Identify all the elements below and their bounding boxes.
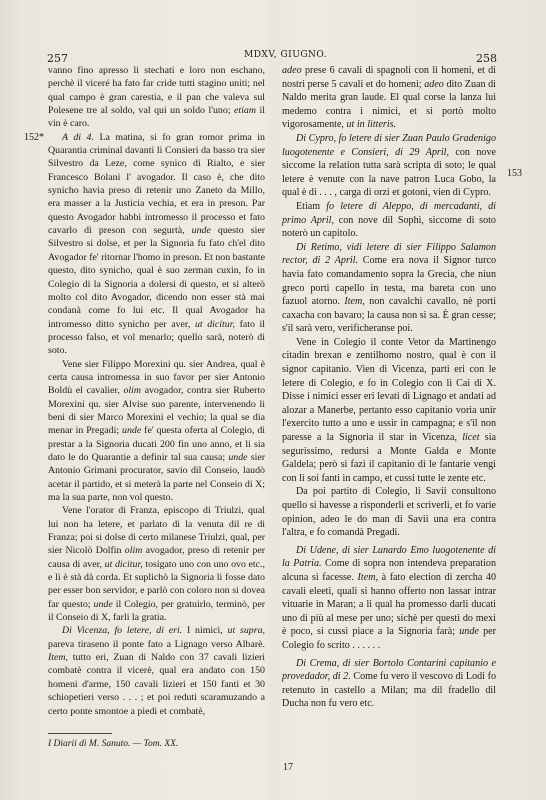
paragraph: adeo prese 6 cavali di spagnoli con li homeni, et di nostri perse 5 cavali et do homeni; adeo dito Zuan di Naldo merita gran laude. El qual corse la lanza lui medemo contra i nimici, et si portò molto vigorosamente, ut in litteris. <box>282 65 496 131</box>
paragraph: vanno fino apresso li stechati e loro non eschano, perchè il viceré ha fato far cride tutti stagino uniti; nel qual campo è gran carestia, e il pan che valeva sul Polesene tre al soldo, val qui un soldo l'uno; etiam il vin è caro. <box>48 65 265 130</box>
paragraph: A di 4. La matina, si fo gran romor prima in Quarantia criminal davanti li Consieri da basso tra sier Silvestro da Leze, come synico di Rialto, e sier Francesco Bolani l' avogador. Il caso è, che dito synicho havia preso di retenir uno Zaneto da Millo, era masser a la Justicia vechia, et era in preson. Par questo Avogador habbi intromesso il processo et fato cavarlo di preson con segurtà, unde questo sier Silvestro si dolse, et per la Signoria fu fato ch'el dito Avogador fe' ritornar l'homo in preson. Et non bastante questo, dito synicho, qual è suo zerman cuxin, fo in Colegio di la Signoria a dolersi di questo, et si alterò molto col dito Avogador, dicendo non esser stà mai condanà come fo lui etc. Il qual Avogador ha intromesso ditto synicho per aver, ut dicitur, fato il processo falso, et vol menarlo; quello sarà, noterò di soto. <box>48 131 266 357</box>
right-column <box>282 64 496 711</box>
paragraph: Vene l'orator di Franza, episcopo di Triulzi, qual lui non ha letere, et parlato di la venuta dil re di Franza; poi si dolse di certo milanese Triulzi, qual, per sier Nicolò Dolfin olim avogador, preso di retenir per causa di aver, ut dicitur, tosigato uno con uno ovo etc., e li è stà dà corda. Et suplichò la Signoria li fosse dato per esser bon servidor, e parlò con coloro non si dovea far questo; unde il Colegio, per gratuirlo, terminò, per il Conseio di X, farli la gratia. <box>48 505 265 624</box>
paragraph: Etiam fo letere di Aleppo, di mercadanti, di primo April, con nove dil Sophì, siccome di soto noterò un capitolo. <box>282 200 496 240</box>
paragraph: Di Retimo, vidi letere di sier Filippo Salamon rector, di 2 April. Come era nova il Signor turco havia fato comandamento sopra la Grecia, che niun greco porti capello in testa, ma bareta con uno fazuol atorno. Item, non cavalchi cavallo, nè porti caxacha con bavaro; la causa non si sa. È gran cesse; s'il sarà vero, verificheranse poi. <box>282 241 496 335</box>
left-page-number: 257 <box>47 52 68 65</box>
right-page-number: 258 <box>476 52 497 65</box>
footnote-rule <box>48 733 112 734</box>
paragraph: Di Cypro, fo letere di sier Zuan Paulo Gradenigo luogotenente e Consieri, di 29 April, con nove siccome la relation tutta sarà scripta di soto; le qual letere è venute con la nave patron Luca Gobo, la qual è di . . . , carga di orzi et gotoni, vien di Cypro. <box>282 132 496 199</box>
paragraph: Di Crema, di sier Bortolo Contarini capitanio e provedador, di 2. Come fu vero il vescovo di Lodi fo retenuto in castello a Milan; ma dil fradello dil Ducha non fu vero etc. <box>282 657 496 710</box>
paragraph: Di Vicenza, fo letere, di eri. I nimici, ut supra, pareva tiraseno il ponte fato a Lignago verso Albarè. Item, tutto eri, Zuan di Naldo con 37 cavali lizieri combatè contra il vicerè, qual era andato con 150 homeni d'arme, 150 cavali lizieri et 150 fanti et 30 schiopetieri verso . . . ; et poi reduti scaramuzando a certo ponte smontoe a piedi et combatè, <box>48 625 265 717</box>
signature-number: 17 <box>283 762 293 773</box>
right-margin-ref: 153 <box>507 168 522 179</box>
left-margin-ref: 152* <box>24 132 44 143</box>
paragraph: Di Udene, di sier Lunardo Emo luogotenente di la Patria. Come di sopra non intendeva preparation alcuna si facesse. Item, à fato election di zercha 40 cavali eleeti, quali si hanno offerto non lassar intrar vituarie in Maran; a li qual ha promesso darli ducati uno di più al mese per uno; sichè per questi do mexi è poco, si cussì piace a la Signoria farà; unde per Colegio fo scrito . . . . . . <box>282 544 496 651</box>
running-head: MDXV, GIUGNO. <box>244 50 328 60</box>
paragraph: Vene sier Filippo Morexini qu. sier Andrea, qual è certa causa intromessa in suo favor per sier Antonio Boldù el cavalier, olim avogador, contra sier Ruberto Morexini qu. sier Alvise suo parente, intervenendo li beni di sier Marco Morexini el vechio; la qual se dia menar in Pregadi; unde fe' questa oferta al Colegio, di prestar a la Signoria ducati 200 fin uno anno, et li sia dato le do Quarantie a definir tal sua causa; unde sier Antonio Grimani procurator, savio dil Conseio, laudò acetar il partido, et si meterà la parte nel Conseio di X; ma la sua parte, non vol questo. <box>48 358 266 503</box>
paragraph: Da poi partito di Colegio, li Savii consultono quello si havesse a risponderli et scriverli, et fo varie opinion, adeo le do man di Savii una era contra l'altra, e fo comandà Pregadi. <box>282 486 496 539</box>
left-column <box>48 64 265 718</box>
footer-title: I Diarii di M. Sanuto. — Tom. XX. <box>48 739 179 749</box>
paragraph: Vene in Colegio il conte Vetor da Martinengo citadin brexan e zentilhomo nostro, qual è con il signor capitanio. Vien di Vicenza, parti eri con le letere di Colegio, e fo in Colegio con li Cai di X. Disse i nimici esser eri levati di Lignago et andati ad alozar a Manerbe, pertanto esso capitanio voria unir l'exercito tutto a uno e ussir in campagna; e s'il non paresse a la Signoria il star in Vicenza, licet sia segurissimo, redursi a Monte Galda e Monte Galdela; però si fazi il capitanio di le fantarie vengi con li soi fanti in campo, et cussi tutte le zente etc. <box>282 336 496 484</box>
